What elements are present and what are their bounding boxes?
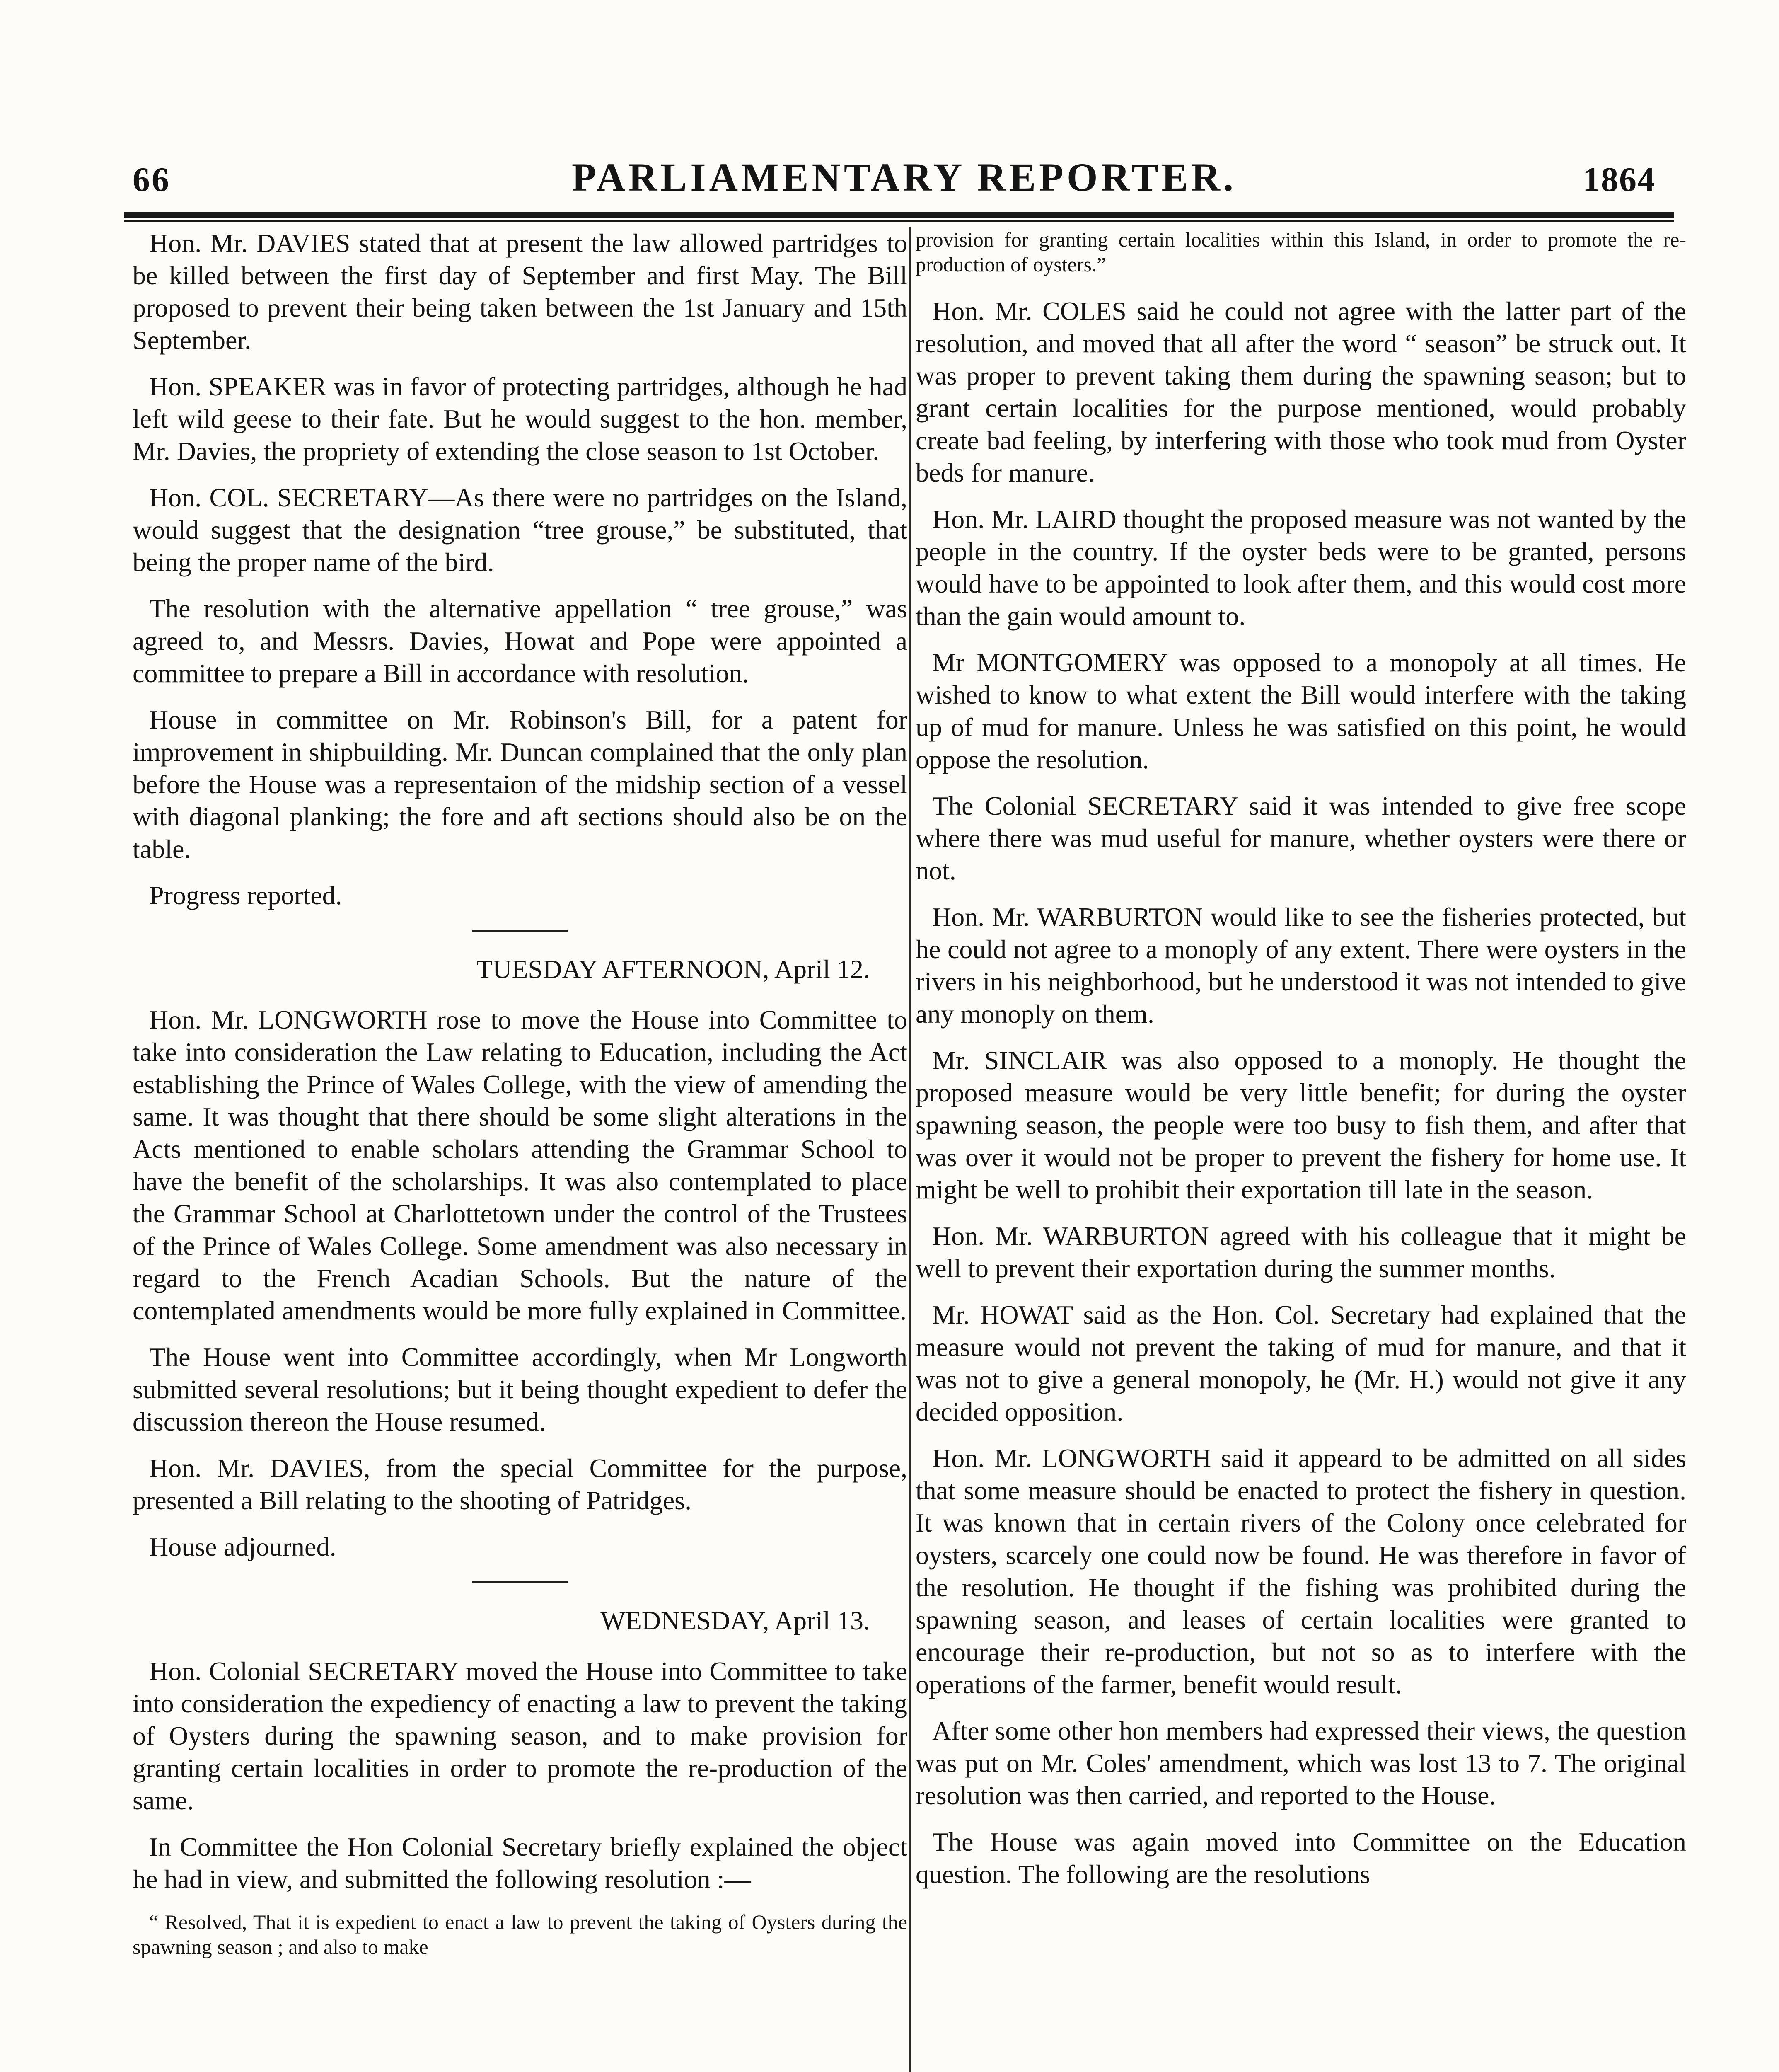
date-heading: TUESDAY AFTERNOON, April 12.: [476, 954, 870, 984]
paragraph: After some other hon members had expressed their views, the question was put on Mr. Coles' amendment, which was lost 13 to 7. The original resolution was then carried, and reported to the House.: [916, 1716, 1686, 1810]
paragraph: Hon. Mr. WARBURTON would like to see the fisheries protected, but he could not agree to a monoply of any extent. There were oysters in the rivers in his neighborhood, but he understood it was not intended to give any monoply on them.: [916, 902, 1686, 1029]
resolution-text-continued: provision for granting certain localities within this Island, in order to promote the re-production of oysters.”: [916, 228, 1686, 276]
paragraph: The Colonial SECRETARY said it was intended to give free scope where there was mud useful for manure, whether oysters were there or not.: [916, 791, 1686, 885]
paragraph: In Committee the Hon Colonial Secretary briefly explained the object he had in view, and submitted the following resolution :—: [133, 1832, 907, 1894]
paragraph: Hon. Mr. DAVIES stated that at present the law allowed partridges to be killed between the first day of September and first May. The Bill proposed to prevent their being taken between the 1st January and 15th September.: [133, 228, 907, 355]
date-heading: WEDNESDAY, April 13.: [600, 1606, 870, 1635]
paragraph: Hon. Mr. LAIRD thought the proposed measure was not wanted by the people in the country. If the oyster beds were to be granted, persons would have to be appointed to look after them, and this would cost more than the gain would amount to.: [916, 504, 1686, 631]
paragraph: Mr. SINCLAIR was also opposed to a monoply. He thought the proposed measure would be very little benefit; for during the oyster spawning season, the people were too busy to fish them, and after that was over it would not be proper to prevent the fishery for home use. It might be well to prohibit their exportation till late in the season.: [916, 1046, 1686, 1204]
header-rule: [124, 212, 1674, 218]
paragraph: Hon. Mr. COLES said he could not agree with the latter part of the resolution, and moved that all after the word “ season” be struck out. It was proper to prevent taking them during the spawning season; but to grant certain localities for the purpose mentioned, would probably create bad feeling, by interfering with those who took mud from Oyster beds for manure.: [916, 296, 1686, 487]
paragraph: Progress reported.: [149, 881, 342, 910]
paragraph: Hon. COL. SECRETARY—As there were no partridges on the Island, would suggest that the designation “tree grouse,” be substituted, that being the proper name of the bird.: [133, 483, 907, 577]
paragraph: The resolution with the alternative appellation “ tree grouse,” was agreed to, and Messrs. Davies, Howat and Pope were appointed a committee to prepare a Bill in accordance with resolution.: [133, 594, 907, 688]
header-rule-thin: [124, 220, 1674, 222]
paragraph: Mr. HOWAT said as the Hon. Col. Secretary had explained that the measure would not prevent the taking of mud for manure, and that it was not to give a general monopoly, he (Mr. H.) would not give it any decided opposition.: [916, 1300, 1686, 1426]
page-number: 66: [133, 160, 171, 199]
resolution-text: “ Resolved, That it is expedient to enact a law to prevent the taking of Oysters during the spawning season ; and also to make: [133, 1910, 907, 1958]
paragraph: The House was again moved into Committee on the Education question. The following are the resolutions: [916, 1827, 1686, 1889]
left-column: [133, 227, 907, 1978]
page-header: [0, 0, 1779, 232]
section-separator: [472, 930, 568, 932]
paragraph: The House went into Committee accordingly, when Mr Longworth submitted several resolutions; but it being thought expedient to defer the discussion thereon the House resumed.: [133, 1342, 907, 1436]
paragraph: Mr MONTGOMERY was opposed to a monopoly at all times. He wished to know to what extent the Bill would interfere with the taking up of mud for manure. Unless he was satisfied on this point, he would oppose the resolution.: [916, 648, 1686, 774]
running-title: PARLIAMENTARY REPORTER.: [572, 155, 1237, 199]
paragraph: House in committee on Mr. Robinson's Bill, for a patent for improvement in shipbuilding. Mr. Duncan complained that the only plan before the House was a representaion of the midship section of a vessel with diagonal planking; the fore and aft sections should also be on the table.: [133, 705, 907, 864]
paragraph: Hon. Mr. LONGWORTH said it appeard to be admitted on all sides that some measure should be enacted to protect the fishery in question. It was known that in certain rivers of the Colony once celebrated for oysters, scarcely one could now be found. He was therefore in favor of the resolution. He thought if the fishing was prohibited during the spawning season, and leases of certain localities were granted to encourage their re-production, but not so as to interfere with the operations of the farmer, benefit would result.: [916, 1443, 1686, 1699]
right-column: [916, 227, 1686, 1905]
paragraph: Hon. Mr. WARBURTON agreed with his colleague that it might be well to prevent their exportation during the summer months.: [916, 1221, 1686, 1283]
paragraph: Hon. Mr. LONGWORTH rose to move the House into Committee to take into consideration the Law relating to Education, including the Act establishing the Prince of Wales College, with the view of amending the same. It was thought that there should be some slight alterations in the Acts mentioned to enable scholars attending the Grammar School to have the benefit of the scholarships. It was also contemplated to place the Grammar School at Charlottetown under the control of the Trustees of the Prince of Wales College. Some amendment was also necessary in regard to the French Acadian Schools. But the nature of the contemplated amendments would be more fully explained in Committee.: [133, 1005, 907, 1325]
paragraph: House adjourned.: [149, 1532, 336, 1561]
section-separator: [472, 1581, 568, 1583]
year-label: 1864: [1583, 160, 1656, 199]
paragraph: Hon. SPEAKER was in favor of protecting partridges, although he had left wild geese to their fate. But he would suggest to the hon. member, Mr. Davies, the propriety of extending the close season to 1st October.: [133, 372, 907, 466]
paragraph: Hon. Colonial SECRETARY moved the House into Committee to take into consideration the expediency of enacting a law to prevent the taking of Oysters during the spawning season, and to make provision for granting certain localities in order to promote the re-production of the same.: [133, 1656, 907, 1815]
column-divider: [909, 227, 911, 2072]
paragraph: Hon. Mr. DAVIES, from the special Committee for the purpose, presented a Bill relating to the shooting of Patridges.: [133, 1453, 907, 1515]
